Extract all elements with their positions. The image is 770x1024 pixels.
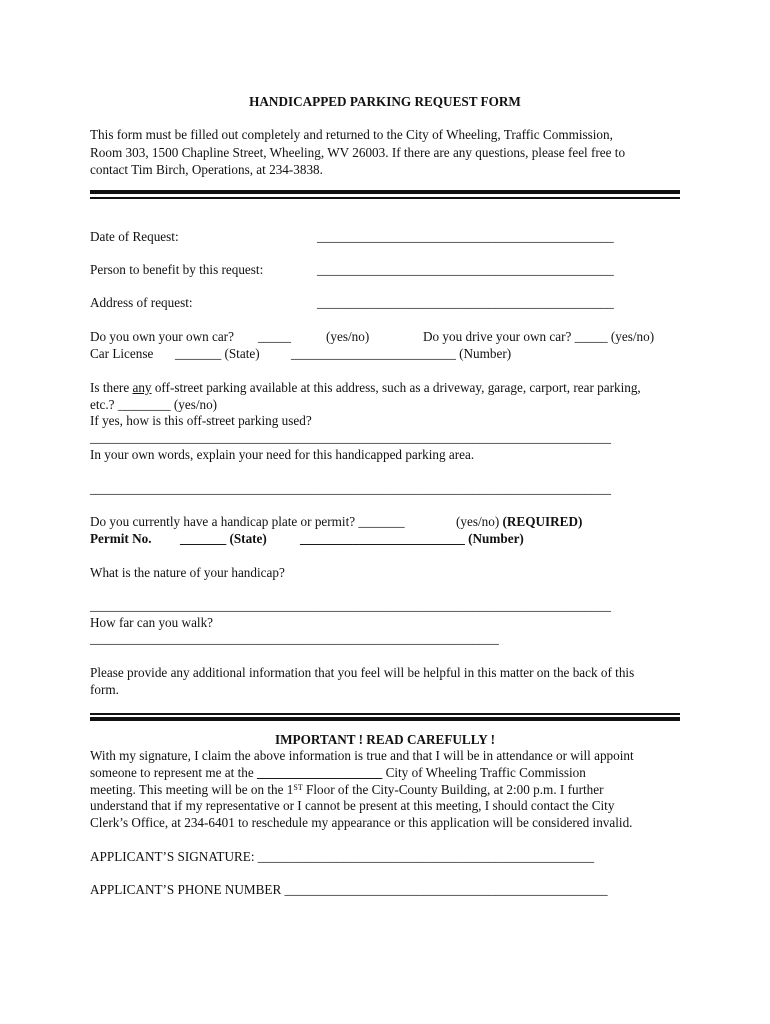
offstreet-usage-label: If yes, how is this off-street parking used?	[90, 413, 312, 428]
phone-field[interactable]: _________________________________________________	[284, 882, 608, 897]
walk-field[interactable]: ______________________________________________________________	[90, 631, 499, 646]
declaration-line-1: With my signature, I claim the above information is true and that I will be in attendance or will appoint	[90, 748, 634, 763]
car-license-state-field[interactable]: _______ (State)	[175, 346, 260, 361]
additional-info-line-1: Please provide any additional information that you feel will be helpful in this matter on the back of this	[90, 665, 635, 680]
address-label: Address of request:	[90, 295, 193, 310]
date-field[interactable]: _____________________________________________	[317, 229, 614, 244]
permit-number-field[interactable]: _________________________ (Number)	[300, 531, 524, 546]
car-license-number-field[interactable]: _________________________ (Number)	[291, 346, 512, 361]
divider-thin	[90, 197, 680, 199]
signature-row	[90, 849, 594, 865]
additional-info-line-2: form.	[90, 682, 119, 697]
declaration-line-2: someone to represent me at the ___________________ City of Wheeling Traffic Commission	[90, 765, 586, 780]
page-title: HANDICAPPED PARKING REQUEST FORM	[249, 94, 521, 109]
offstreet-yesno-field[interactable]: etc.? ________ (yes/no)	[90, 397, 218, 412]
meeting-date-field[interactable]: ___________________	[256, 765, 383, 780]
person-label: Person to benefit by this request:	[90, 262, 264, 277]
need-field[interactable]: _______________________________________________________________________________	[90, 481, 611, 496]
phone-row	[90, 882, 608, 898]
permit-yesno: (yes/no) (REQUIRED)	[456, 514, 583, 529]
divider-thick	[90, 190, 680, 194]
address-field[interactable]: _____________________________________________	[317, 295, 614, 310]
car-license-label: Car License	[90, 346, 154, 361]
walk-label: How far can you walk?	[90, 615, 214, 630]
own-car-label: Do you own your own car?	[90, 329, 234, 344]
declaration-line-4: understand that if my representative or I cannot be present at this meeting, I should contact the City	[90, 798, 615, 813]
divider-thin-2	[90, 713, 680, 715]
drive-car-question[interactable]: Do you drive your own car? _____ (yes/no)	[423, 329, 655, 344]
date-label: Date of Request:	[90, 229, 179, 244]
own-car-field[interactable]: _____	[258, 329, 291, 344]
intro-line-1: This form must be filled out completely and returned to the City of Wheeling, Traffic Commission,	[90, 127, 613, 142]
permit-question[interactable]: Do you currently have a handicap plate or permit? _______	[90, 514, 405, 529]
offstreet-usage-field[interactable]: _______________________________________________________________________________	[90, 430, 611, 445]
intro-line-2: Room 303, 1500 Chapline Street, Wheeling, WV 26003. If there are any questions, please feel free to	[90, 145, 626, 160]
person-field[interactable]: _____________________________________________	[317, 262, 614, 277]
permit-no-label: Permit No.	[90, 531, 152, 546]
divider-thick-2	[90, 717, 680, 721]
required-badge: (REQUIRED)	[502, 514, 583, 529]
handicap-field[interactable]: _______________________________________________________________________________	[90, 598, 611, 613]
declaration-line-3: meeting. This meeting will be on the 1ST Floor of the City-County Building, at 2:00 p.m. I further	[90, 782, 604, 797]
handicap-label: What is the nature of your handicap?	[90, 565, 285, 580]
important-heading: IMPORTANT ! READ CAREFULLY !	[274, 732, 496, 747]
permit-state-field[interactable]: _______ (State)	[180, 531, 267, 546]
signature-field[interactable]: ___________________________________________________	[257, 849, 595, 864]
declaration-line-5: Clerk’s Office, at 234-6401 to reschedule my appearance or this application will be considered invalid.	[90, 815, 633, 830]
any-emphasis: any	[132, 380, 152, 395]
need-label: In your own words, explain your need for this handicapped parking area.	[90, 447, 475, 462]
offstreet-question: Is there any off-street parking available at this address, such as a driveway, garage, carport, rear parking,	[90, 380, 641, 395]
intro-line-3: contact Tim Birch, Operations, at 234-3838.	[90, 162, 323, 177]
own-car-yesno: (yes/no)	[326, 329, 370, 344]
signature-label: APPLICANT’S SIGNATURE:	[90, 849, 258, 864]
phone-label: APPLICANT’S PHONE NUMBER	[90, 882, 285, 897]
